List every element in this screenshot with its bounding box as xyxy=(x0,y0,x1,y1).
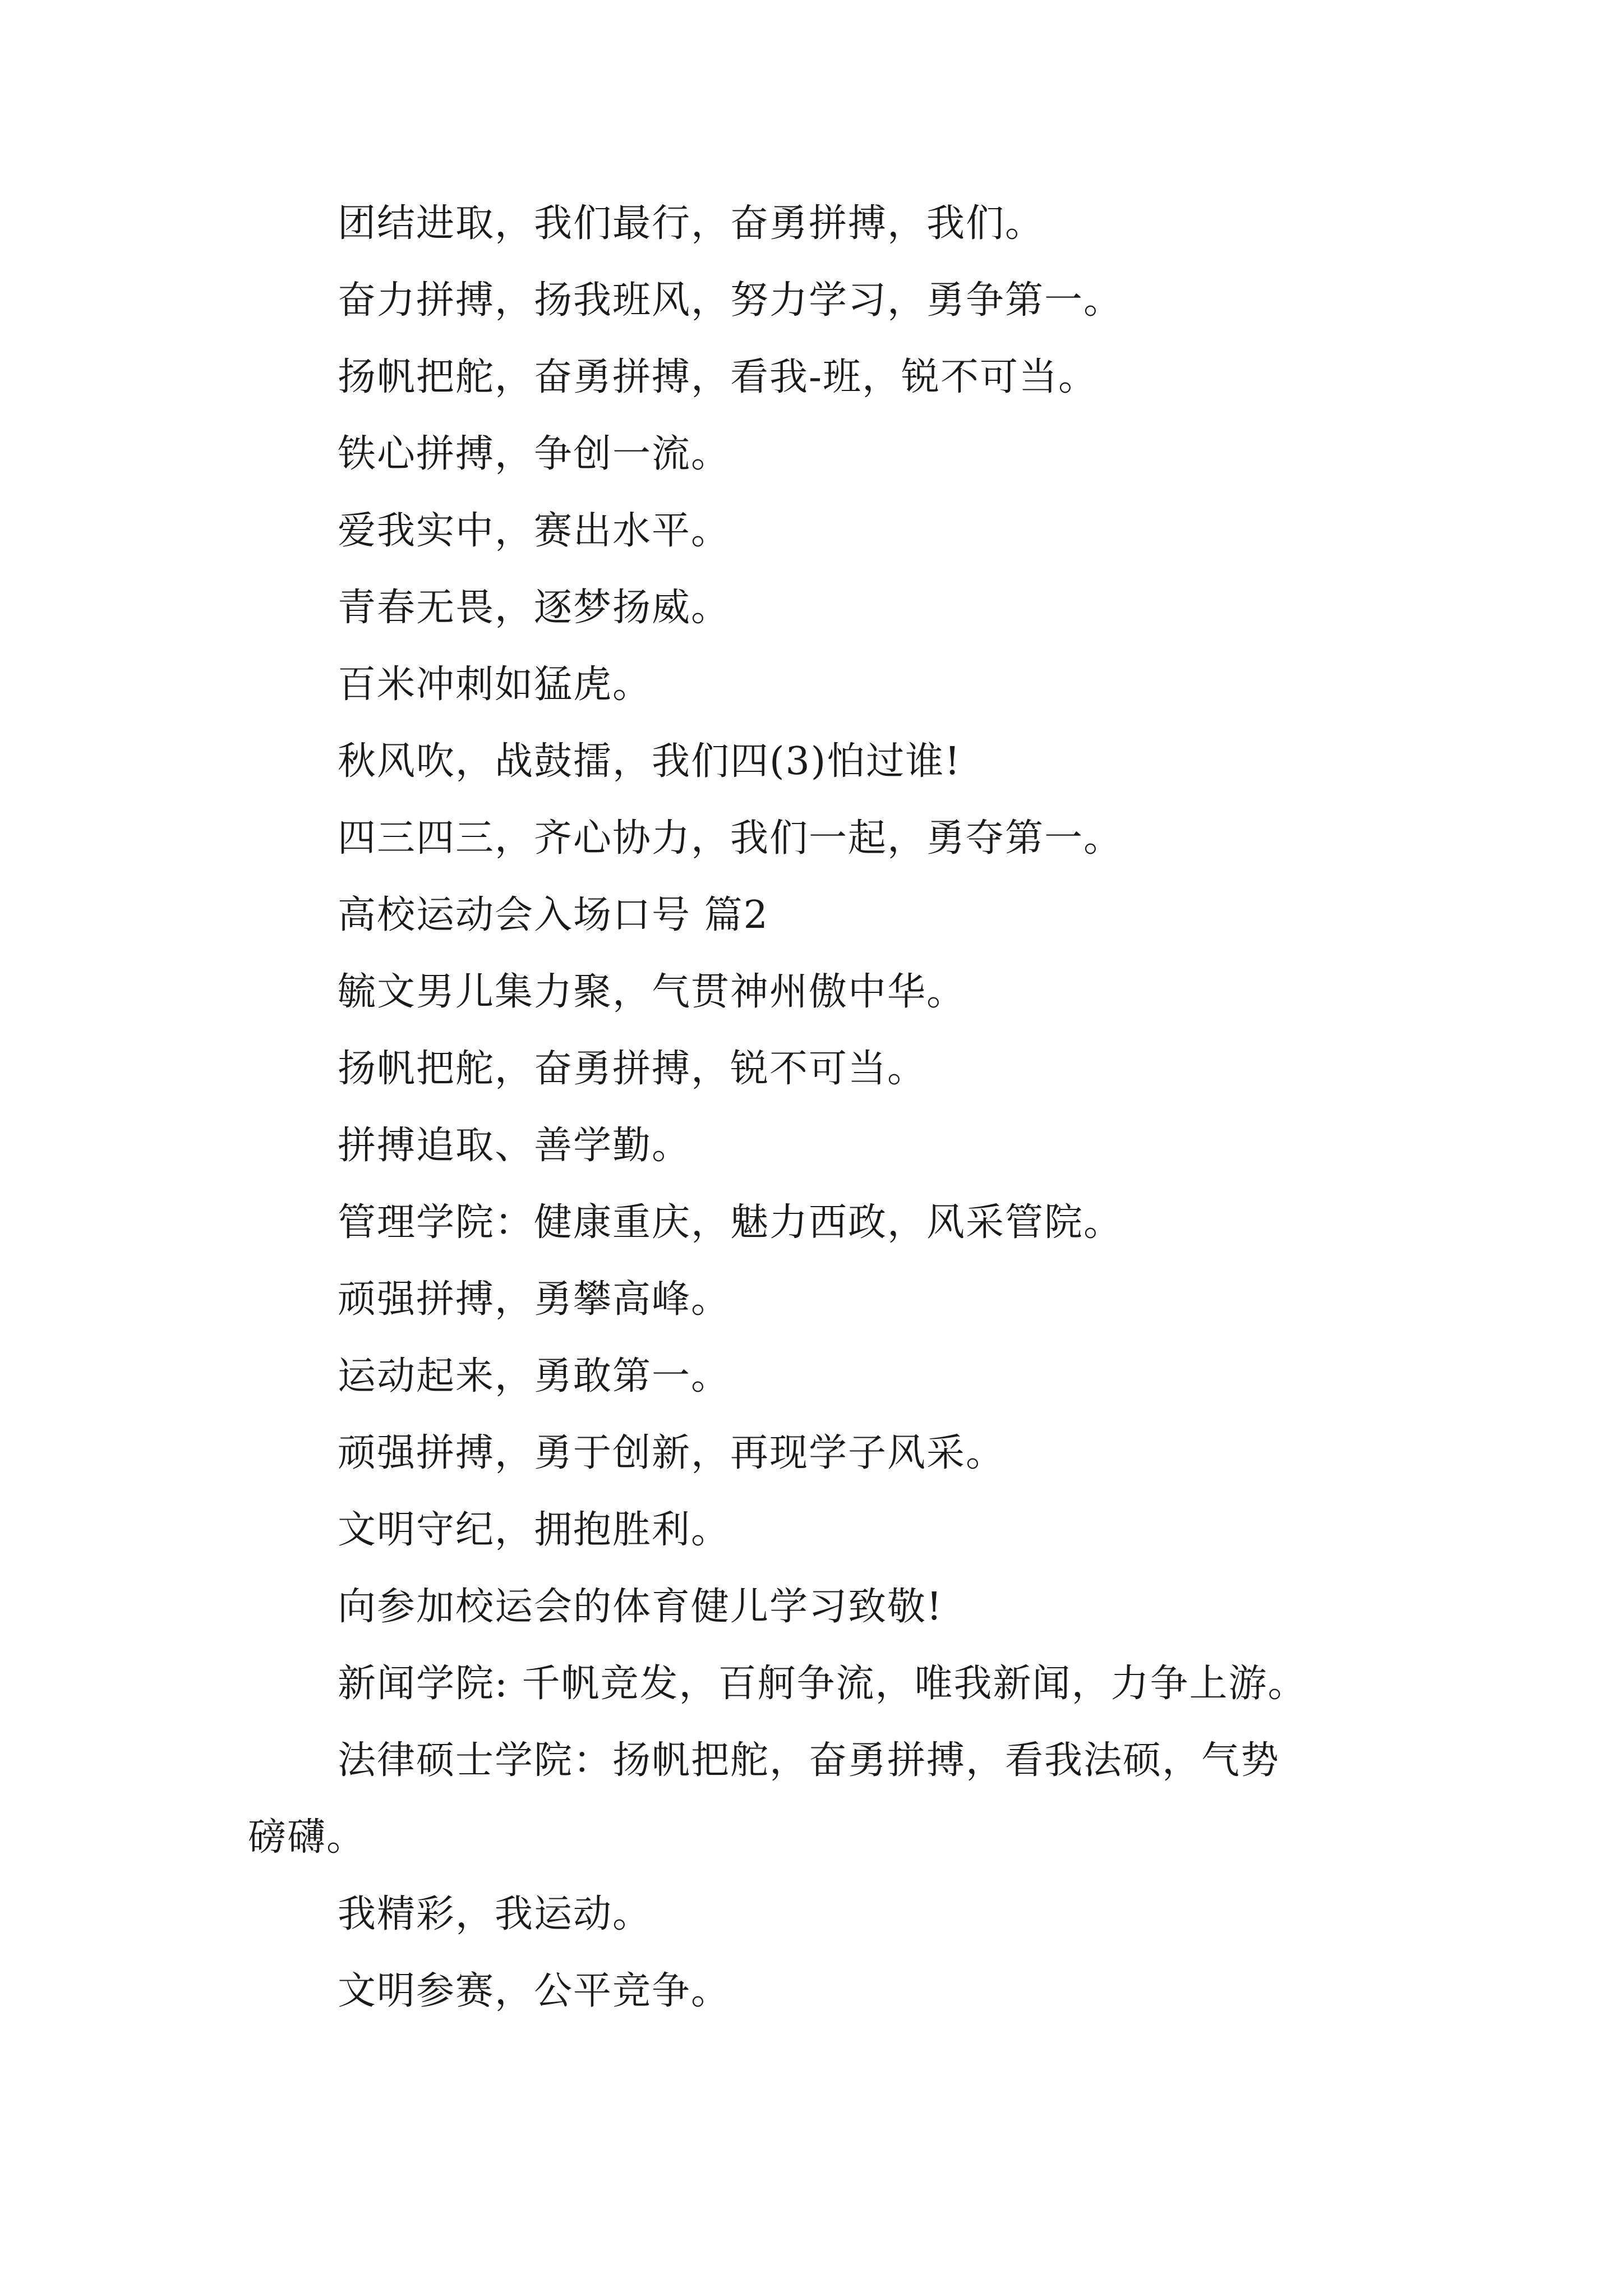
text-line: 秋风吹，战鼓擂，我们四(3)怕过谁! xyxy=(338,739,961,784)
text-line: 拼搏追取、善学勤。 xyxy=(338,1124,691,1168)
text-line: 爱我实中，赛出水平。 xyxy=(338,509,731,553)
text-line: 向参加校运会的体育健儿学习致敬! xyxy=(338,1585,943,1629)
text-line: 顽强拼搏，勇于创新，再现学子风采。 xyxy=(338,1431,1006,1475)
text-line-continuation: 磅礴。 xyxy=(248,1815,366,1860)
text-line: 文明守纪，拥抱胜利。 xyxy=(338,1508,731,1552)
text-line: 管理学院：健康重庆，魅力西政，风采管院。 xyxy=(338,1200,1123,1245)
text-line: 扬帆把舵，奋勇拼搏，看我-班，锐不可当。 xyxy=(338,355,1098,399)
text-line: 奋力拼搏，扬我班风，努力学习，勇争第一。 xyxy=(338,278,1123,323)
text-line: 文明参赛，公平竞争。 xyxy=(338,1969,731,2013)
text-line: 四三四三，齐心协力，我们一起，勇夺第一。 xyxy=(338,816,1123,861)
text-line: 我精彩，我运动。 xyxy=(338,1892,652,1936)
text-line: 新闻学院: 千帆竞发，百舸争流，唯我新闻，力争上游。 xyxy=(338,1662,1307,1706)
text-line: 扬帆把舵，奋勇拼搏，锐不可当。 xyxy=(338,1047,927,1091)
text-line: 铁心拼搏，争创一流。 xyxy=(338,432,731,476)
text-line: 百米冲刺如猛虎。 xyxy=(338,662,652,707)
text-line: 团结进取，我们最行，奋勇拼搏，我们。 xyxy=(338,201,1045,246)
text-line: 顽强拼搏，勇攀高峰。 xyxy=(338,1277,731,1322)
text-line: 毓文男儿集力聚，气贯神州傲中华。 xyxy=(338,970,966,1014)
section-heading: 高校运动会入场口号 篇2 xyxy=(338,893,769,937)
text-line: 青春无畏，逐梦扬威。 xyxy=(338,586,731,630)
text-line: 运动起来，勇敢第一。 xyxy=(338,1354,731,1398)
text-line: 法律硕士学院：扬帆把舵，奋勇拼搏，看我法硕，气势 xyxy=(338,1738,1280,1783)
document-body xyxy=(248,185,1386,2030)
